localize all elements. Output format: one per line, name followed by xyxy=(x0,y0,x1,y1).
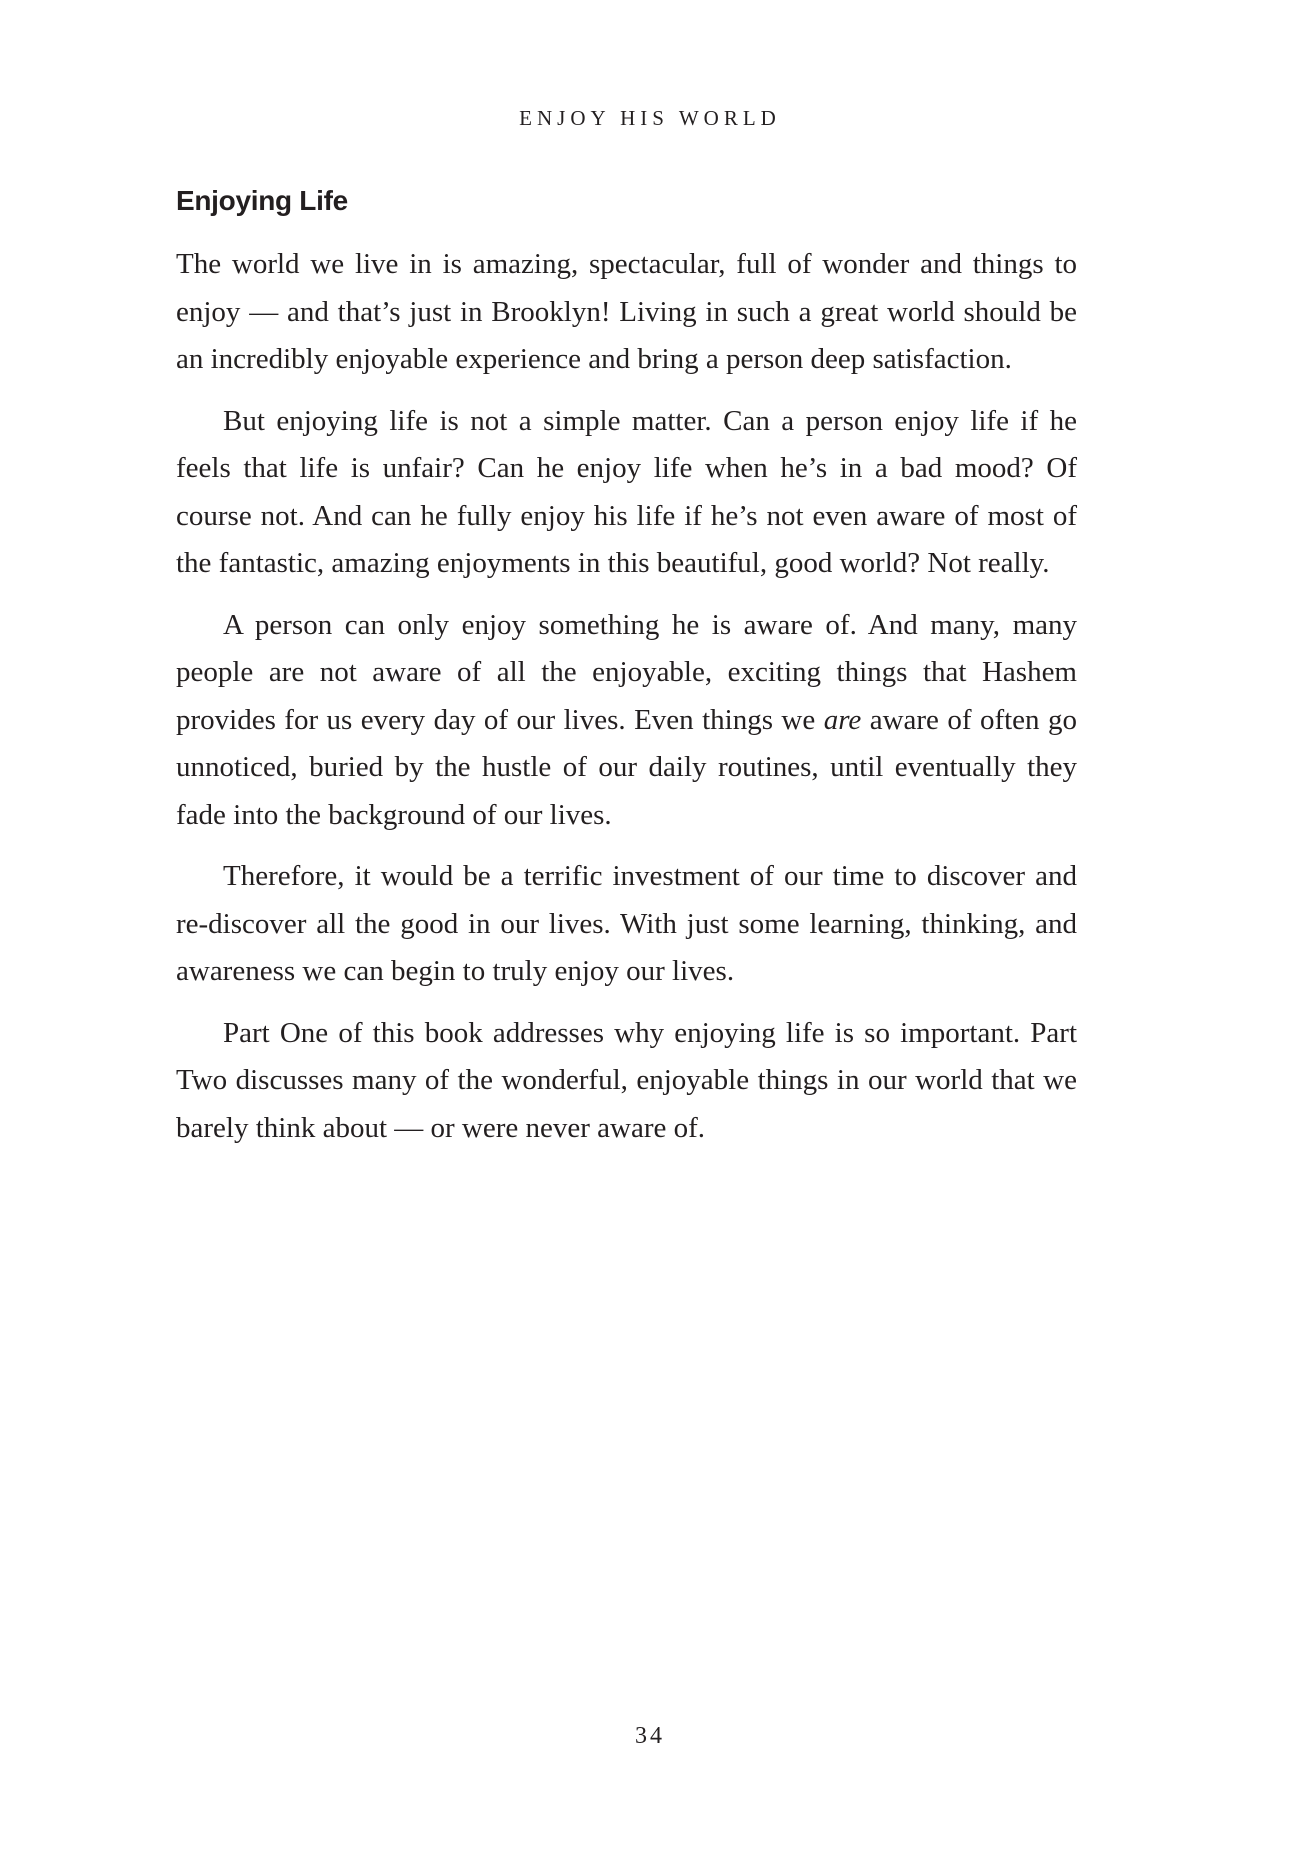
paragraph-3-part-2: aware of often go unnoticed, buried by the hustle of our daily routines, until eventually they fade into the background of our lives. xyxy=(176,703,1077,831)
paragraph-3-emphasis: are xyxy=(823,703,862,736)
running-head: ENJOY HIS WORLD xyxy=(519,106,781,130)
paragraph-3-part-1: A person can only enjoy something he is aware of. And many, many people are not aware of all the enjoyable, exciting things that Hashem provides for us every day of our lives. Even things we xyxy=(176,608,1077,736)
paragraph-2: But enjoying life is not a simple matter. Can a person enjoy life if he feels that life is unfair? Can he enjoy life when he’s in a bad mood? Of course not. And can he fully enjoy his life if he’s not even aware of most of the fantastic, amazing enjoyments in this beautiful, good world? Not really. xyxy=(176,404,1077,580)
paragraph-1: The world we live in is amazing, spectacular, full of wonder and things to enjoy — and that’s just in Brooklyn! Living in such a great world should be an incredibly enjoyable experience and bring a person deep satisfaction. xyxy=(176,248,1077,376)
section-heading: Enjoying Life xyxy=(176,185,348,216)
page-number: 34 xyxy=(635,1723,665,1749)
page-body xyxy=(176,183,1077,1166)
paragraph-3 xyxy=(176,602,1077,840)
paragraph-5: Part One of this book addresses why enjoying life is so important. Part Two discusses many of the wonderful, enjoyable things in our world that we barely think about — or were never aware of. xyxy=(176,1016,1077,1144)
paragraph-4: Therefore, it would be a terrific investment of our time to discover and re-discover all the good in our lives. With just some learning, thinking, and awareness we can begin to truly enjoy our lives. xyxy=(176,860,1077,988)
